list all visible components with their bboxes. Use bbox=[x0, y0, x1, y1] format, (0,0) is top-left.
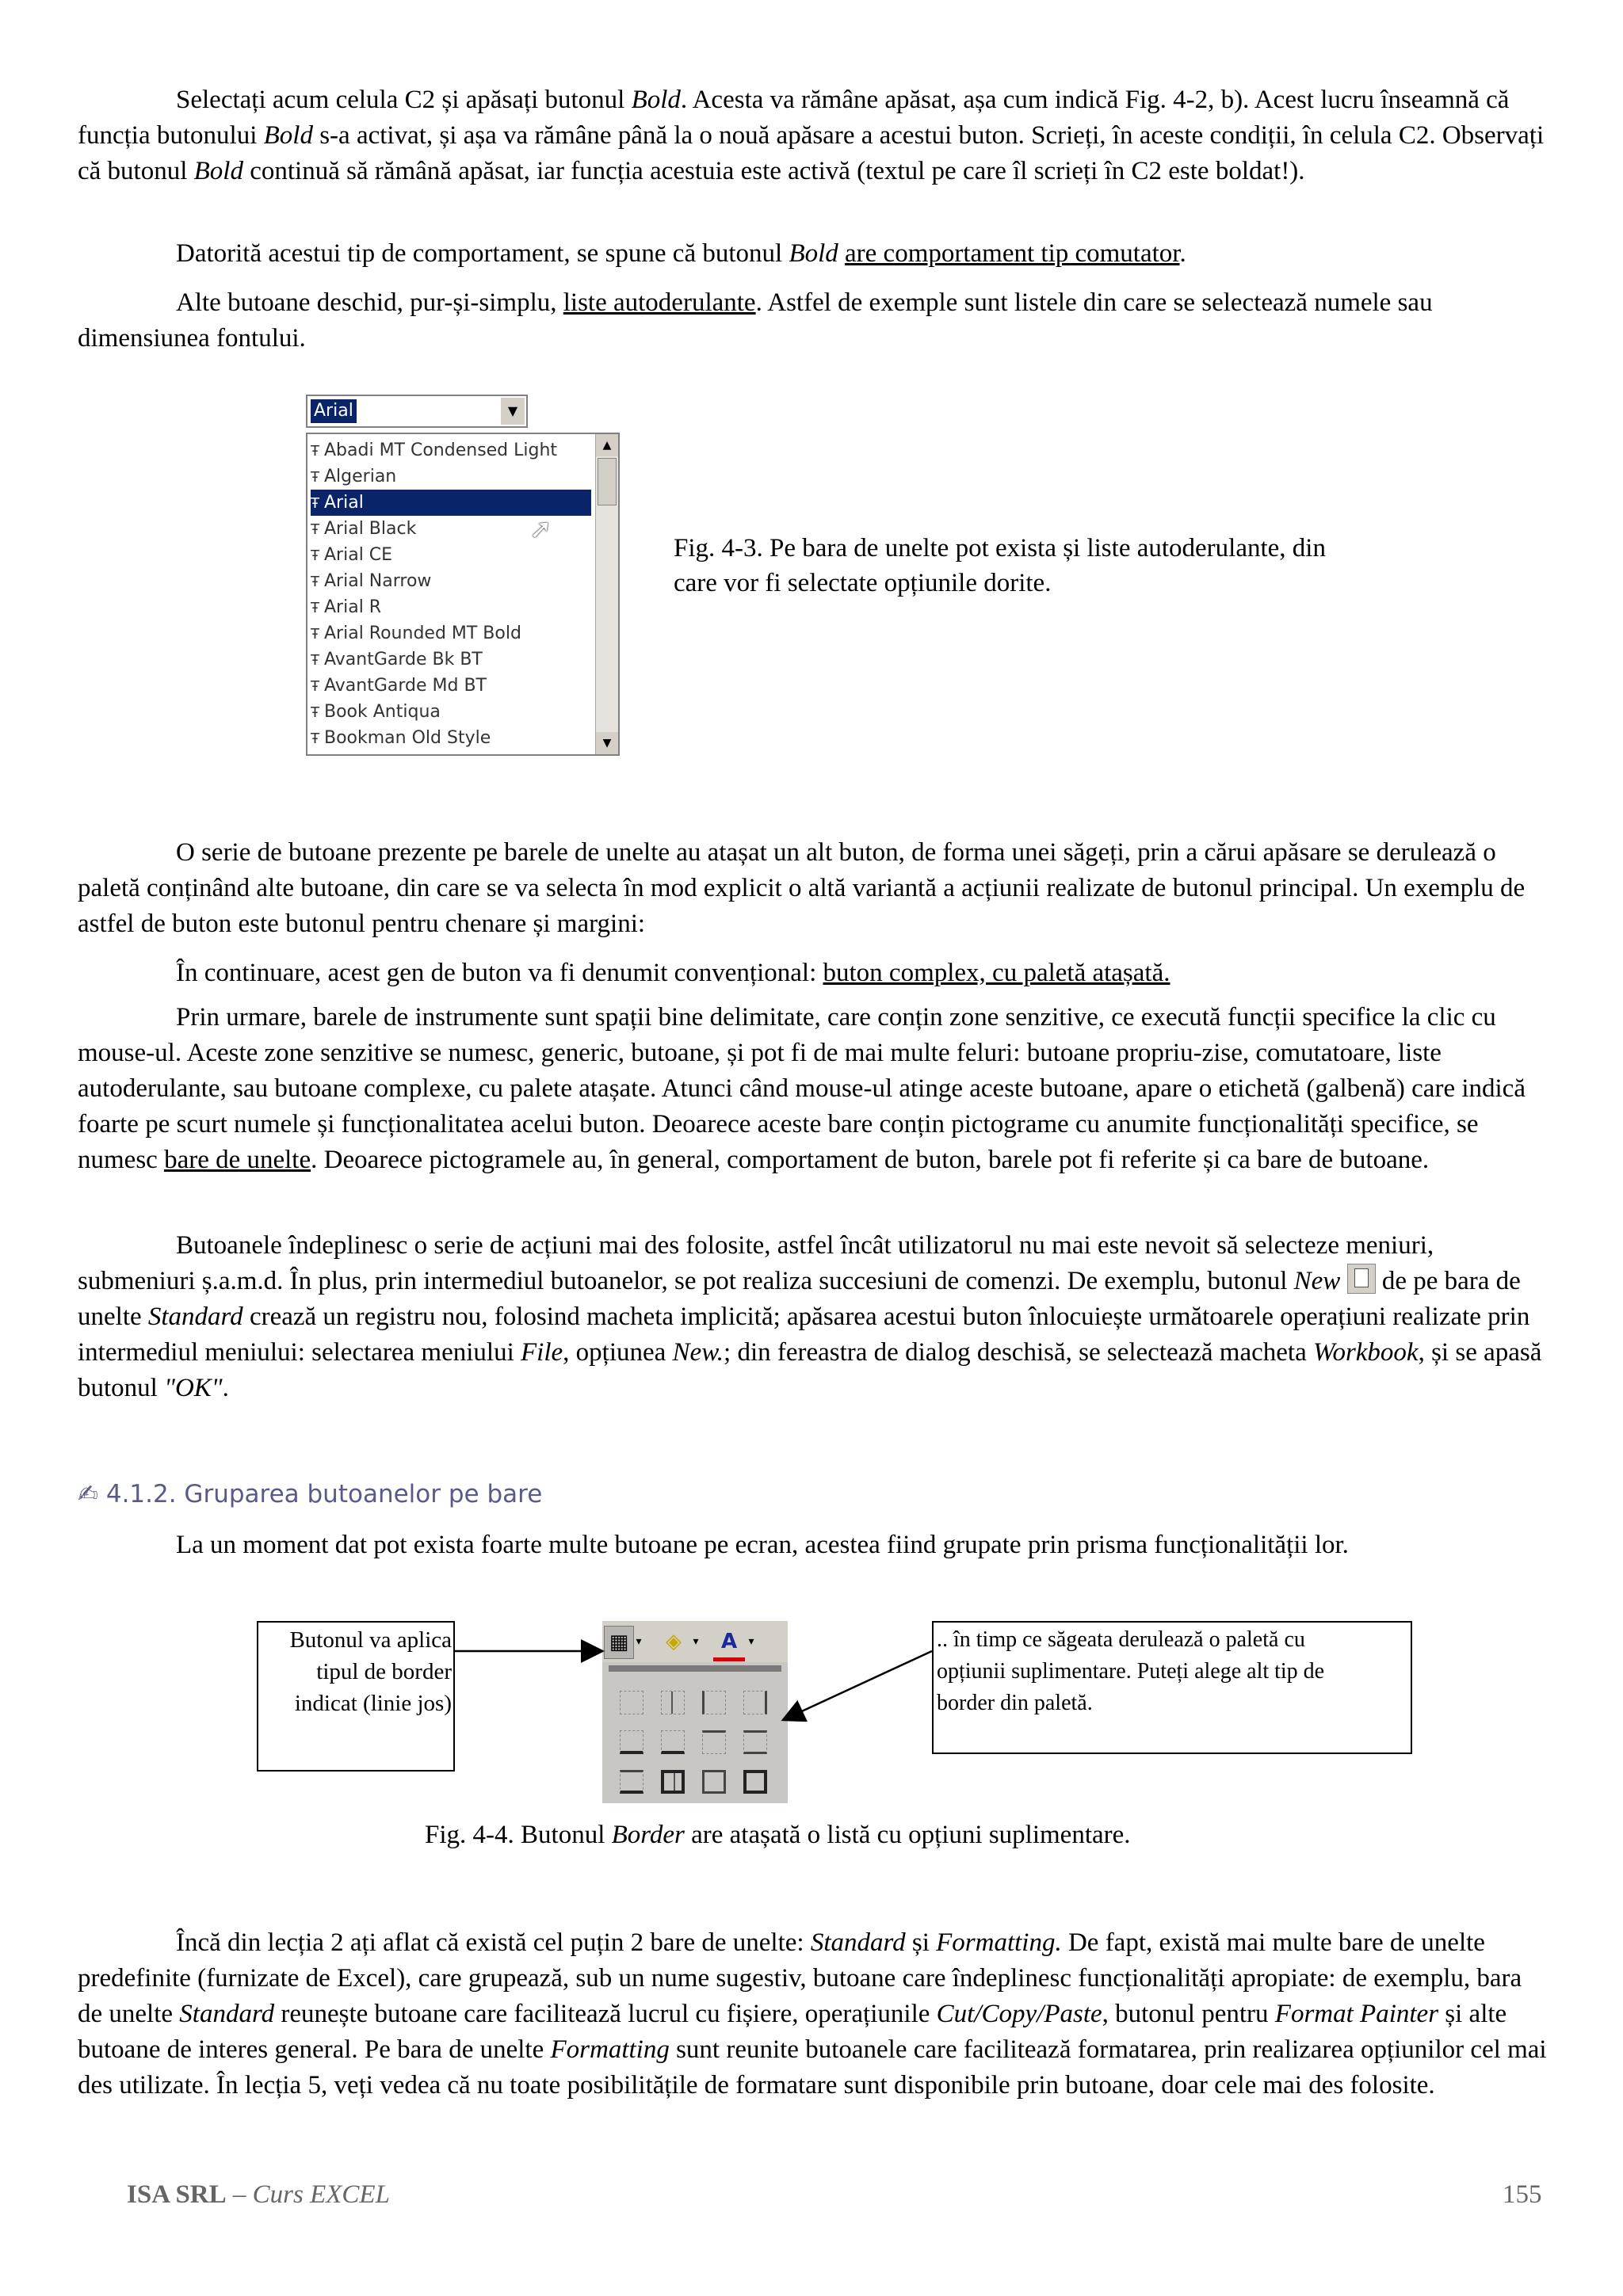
mouse-pointer-icon: ➚ bbox=[529, 515, 552, 544]
truetype-font-icon: Ŧ bbox=[311, 574, 319, 590]
fig-4-3-caption-line-1: Fig. 4-3. Pe bara de unelte pot exista și liste autoderulante, din bbox=[674, 534, 1326, 563]
truetype-font-icon: Ŧ bbox=[311, 600, 319, 616]
scroll-up-arrow-icon[interactable]: ▲ bbox=[596, 434, 618, 456]
paragraph-toolbars-summary: Prin urmare, barele de instrumente sunt spații bine delimitate, care conțin zone senzitive, ce execută funcții specifice la clic cu mouse-ul. Aceste zone senzitive se numesc, generic, butoane, și pot fi de mai multe feluri: butoane propriu-zise, comutatoare, liste autoderulante, sau butoane complexe, cu palete atașate. Atunci când mouse-ul atinge aceste butoane, apare o etichetă (galbenă) care indică foarte pe scurt numele și funcționalitatea acelui buton. Deoarece aceste bare conțin pictograme cu anumite funcționalități specifice, se numesc bare de unelte. Deoarece pictogramele au, în general, comportament de buton, barele pot fi referite și ca bare de butoane. bbox=[78, 1003, 1526, 1174]
fill-dropdown-arrow-icon[interactable]: ▾ bbox=[693, 1635, 699, 1648]
font-color-dropdown-arrow-icon[interactable]: ▾ bbox=[748, 1635, 754, 1648]
font-list-item-label: Arial R bbox=[324, 597, 382, 617]
left-annotation-line: indicat (linie jos) bbox=[294, 1691, 452, 1716]
font-list-item-label: Arial CE bbox=[324, 545, 393, 565]
paragraph-complex-definition: În continuare, acest gen de buton va fi denumit convențional: buton complex, cu paletă atașată. bbox=[176, 959, 1170, 987]
fig-4-3-caption-line-2: care vor fi selectate opțiunile dorite. bbox=[674, 569, 1052, 597]
paragraph-toggle-behavior: Datorită acestui tip de comportament, se spune că butonul Bold are comportament tip comutator. bbox=[176, 239, 1186, 268]
font-list-item-label: Arial Black bbox=[324, 519, 417, 539]
truetype-font-icon: Ŧ bbox=[311, 678, 319, 695]
footer-course: ISA SRL – Curs EXCEL bbox=[127, 2180, 390, 2209]
border-button-icon[interactable]: ▦ bbox=[604, 1626, 634, 1659]
left-annotation-line: Butonul va aplica bbox=[289, 1627, 452, 1653]
font-list-item-label: Abadi MT Condensed Light bbox=[324, 441, 558, 460]
paragraph-dropdown-lists: Alte butoane deschid, pur-și-simplu, liste autoderulante. Astfel de exemple sunt listele din care se selectează numele sau dimensiunea fontului. bbox=[78, 288, 1433, 353]
fill-color-icon[interactable]: ◈ bbox=[666, 1630, 682, 1653]
right-annotation-line: opțiunii suplimentare. Puteți alege alt tip de bbox=[937, 1659, 1325, 1684]
font-list-item-label: Arial Narrow bbox=[324, 571, 432, 591]
right-annotation-line: .. în timp ce săgeata derulează o paletă cu bbox=[937, 1627, 1305, 1652]
truetype-font-icon: Ŧ bbox=[311, 730, 319, 747]
paragraph-complex-buttons: O serie de butoane prezente pe barele de unelte au atașat un alt buton, de forma unei săgeți, prin a cărui apăsare se derulează o paletă conținând alte butoane, din care se va selecta în mod explicit o altă variantă a acțiunii realizate de butonul principal. Un exemplu de astfel de buton este butonul pentru chenare și margini: bbox=[78, 838, 1526, 938]
section-heading: ✍ 4.1.2. Gruparea butoanelor pe bare bbox=[78, 1480, 543, 1508]
truetype-font-icon: Ŧ bbox=[311, 495, 319, 512]
font-list-item-label: AvantGarde Md BT bbox=[324, 676, 487, 696]
truetype-font-icon: Ŧ bbox=[311, 652, 319, 669]
combobox-dropdown-arrow-icon[interactable]: ▼ bbox=[500, 398, 525, 425]
paragraph-predefined-toolbars: Încă din lecția 2 ați aflat că există cel puțin 2 bare de unelte: Standard și Formatting. De fapt, există mai multe bare de unelte predefinite (furnizate de Excel), care grupează, sub un nume sugestiv, butoane care îndeplinesc funcționalități apropiate: de exemplu, bara de unelte Standard reunește butoane care facilitează lucrul cu fișiere, operațiunile Cut/Copy/Paste, butonul pentru Format Painter și alte butoane de interes general. Pe bara de unelte Formatting sunt reunite butoanele care facilitează formatarea, prin realizarea opțiunilor cel mai des utilizate. În lecția 5, veți vedea că nu toate posibilitățile de formatare sunt disponibile prin butoane, doar cele mai des folosite. bbox=[78, 1928, 1547, 2100]
arrow-to-palette bbox=[785, 1651, 932, 1719]
truetype-font-icon: Ŧ bbox=[311, 547, 319, 564]
font-list-item-label: Arial Rounded MT Bold bbox=[324, 624, 521, 643]
truetype-font-icon: Ŧ bbox=[311, 521, 319, 538]
fig-4-4-caption: Fig. 4-4. Butonul Border are atașată o listă cu opțiuni suplimentare. bbox=[425, 1821, 1131, 1849]
truetype-font-icon: Ŧ bbox=[311, 443, 319, 460]
left-annotation-line: tipul de border bbox=[316, 1659, 452, 1684]
font-name-value: Arial bbox=[311, 399, 357, 423]
font-color-icon[interactable]: A bbox=[713, 1626, 745, 1661]
right-annotation-line: border din paletă. bbox=[937, 1691, 1093, 1715]
font-list-item-label: Bookman Old Style bbox=[324, 728, 491, 748]
paragraph-buttons-usage: Butoanele îndeplinesc o serie de acțiuni mai des folosite, astfel încât utilizatorul nu mai este nevoit să selecteze meniuri, submeniuri ș.a.m.d. În plus, prin intermediul butoanelor, se pot realiza succesiuni de comenzi. De exemplu, butonul New de pe bara de unelte Standard crează un registru nou, folosind macheta implicită; apăsarea acestui buton înlocuiește următoarele operațiuni realizate prin intermediul meniului: selectarea meniului File, opțiunea New.; din fereastra de dialog deschisă, se selectează macheta Workbook, și se apasă butonul "OK". bbox=[78, 1231, 1542, 1402]
font-list-item-label: Book Antiqua bbox=[324, 702, 441, 722]
paragraph-bold-button: Selectați acum celula C2 și apăsați butonul Bold. Acesta va rămâne apăsat, așa cum indică Fig. 4-2, b). Acest lucru înseamnă că funcția butonului Bold s-a activat, și așa va rămâne până la o nouă apăsare a acestui buton. Scrieți, în aceste condiții, în celula C2. Observați că butonul Bold continuă să rămână apăsat, iar funcția acestuia este activă (textul pe care îl scrieți în C2 este boldat!). bbox=[78, 86, 1545, 185]
font-list-item-label: Algerian bbox=[324, 467, 397, 486]
font-list-item-label: AvantGarde Bk BT bbox=[324, 650, 483, 669]
border-dropdown-arrow-icon[interactable]: ▾ bbox=[636, 1635, 642, 1648]
scroll-down-arrow-icon[interactable]: ▼ bbox=[596, 732, 618, 754]
truetype-font-icon: Ŧ bbox=[311, 626, 319, 643]
pencil-icon: ✍ bbox=[78, 1480, 98, 1508]
truetype-font-icon: Ŧ bbox=[311, 469, 319, 486]
page-number: 155 bbox=[1503, 2180, 1542, 2209]
truetype-font-icon: Ŧ bbox=[311, 704, 319, 721]
paragraph-grouping-intro: La un moment dat pot exista foarte multe butoane pe ecran, acestea fiind grupate prin prisma funcționalității lor. bbox=[176, 1531, 1349, 1559]
font-list-item-label: Arial bbox=[324, 493, 364, 513]
